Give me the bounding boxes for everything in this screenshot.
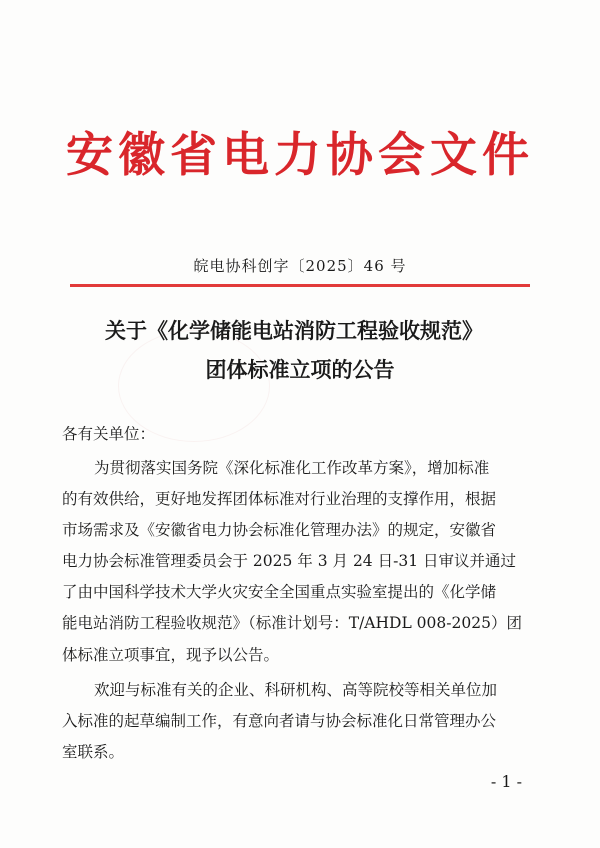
paragraph-1-line: 能电站消防工程验收规范》（标准计划号：T/AHDL 008-2025）团: [62, 614, 522, 632]
notice-title-line-2: 团体标准立项的公告: [205, 358, 395, 382]
salutation: 各有关单位：: [62, 425, 156, 443]
notice-title-line-1: 关于《化学储能电站消防工程验收规范》: [105, 319, 483, 343]
issuer-header-title: 安徽省电力协会文件: [66, 128, 534, 183]
paragraph-1-line: 为贯彻落实国务院《深化标准化工作改革方案》，增加标准: [94, 459, 490, 477]
paragraph-2-line: 欢迎与标准有关的企业、科研机构、高等院校等相关单位加: [94, 681, 498, 699]
paragraph-2-line: 室联系。: [62, 743, 125, 761]
document-number: 皖电协科创字〔2025〕46 号: [193, 257, 407, 275]
paragraph-1-line: 电力协会标准管理委员会于 2025 年 3 月 24 日-31 日审议并通过: [62, 552, 516, 570]
red-divider-line: [70, 284, 530, 287]
paragraph-1-line: 的有效供给，更好地发挥团体标准对行业治理的支撑作用，根据: [62, 490, 497, 508]
paragraph-1-line: 了由中国科学技术大学火灾安全全国重点实验室提出的《化学储: [62, 583, 497, 601]
paragraph-2-line: 入标准的起草编制工作，有意向者请与协会标准化日常管理办公: [62, 712, 497, 730]
page-number: - 1 -: [490, 772, 522, 791]
paragraph-1-line: 市场需求及《安徽省电力协会标准化管理办法》的规定，安徽省: [62, 521, 497, 539]
paragraph-1-line: 体标准立项事宜，现予以公告。: [62, 646, 280, 664]
